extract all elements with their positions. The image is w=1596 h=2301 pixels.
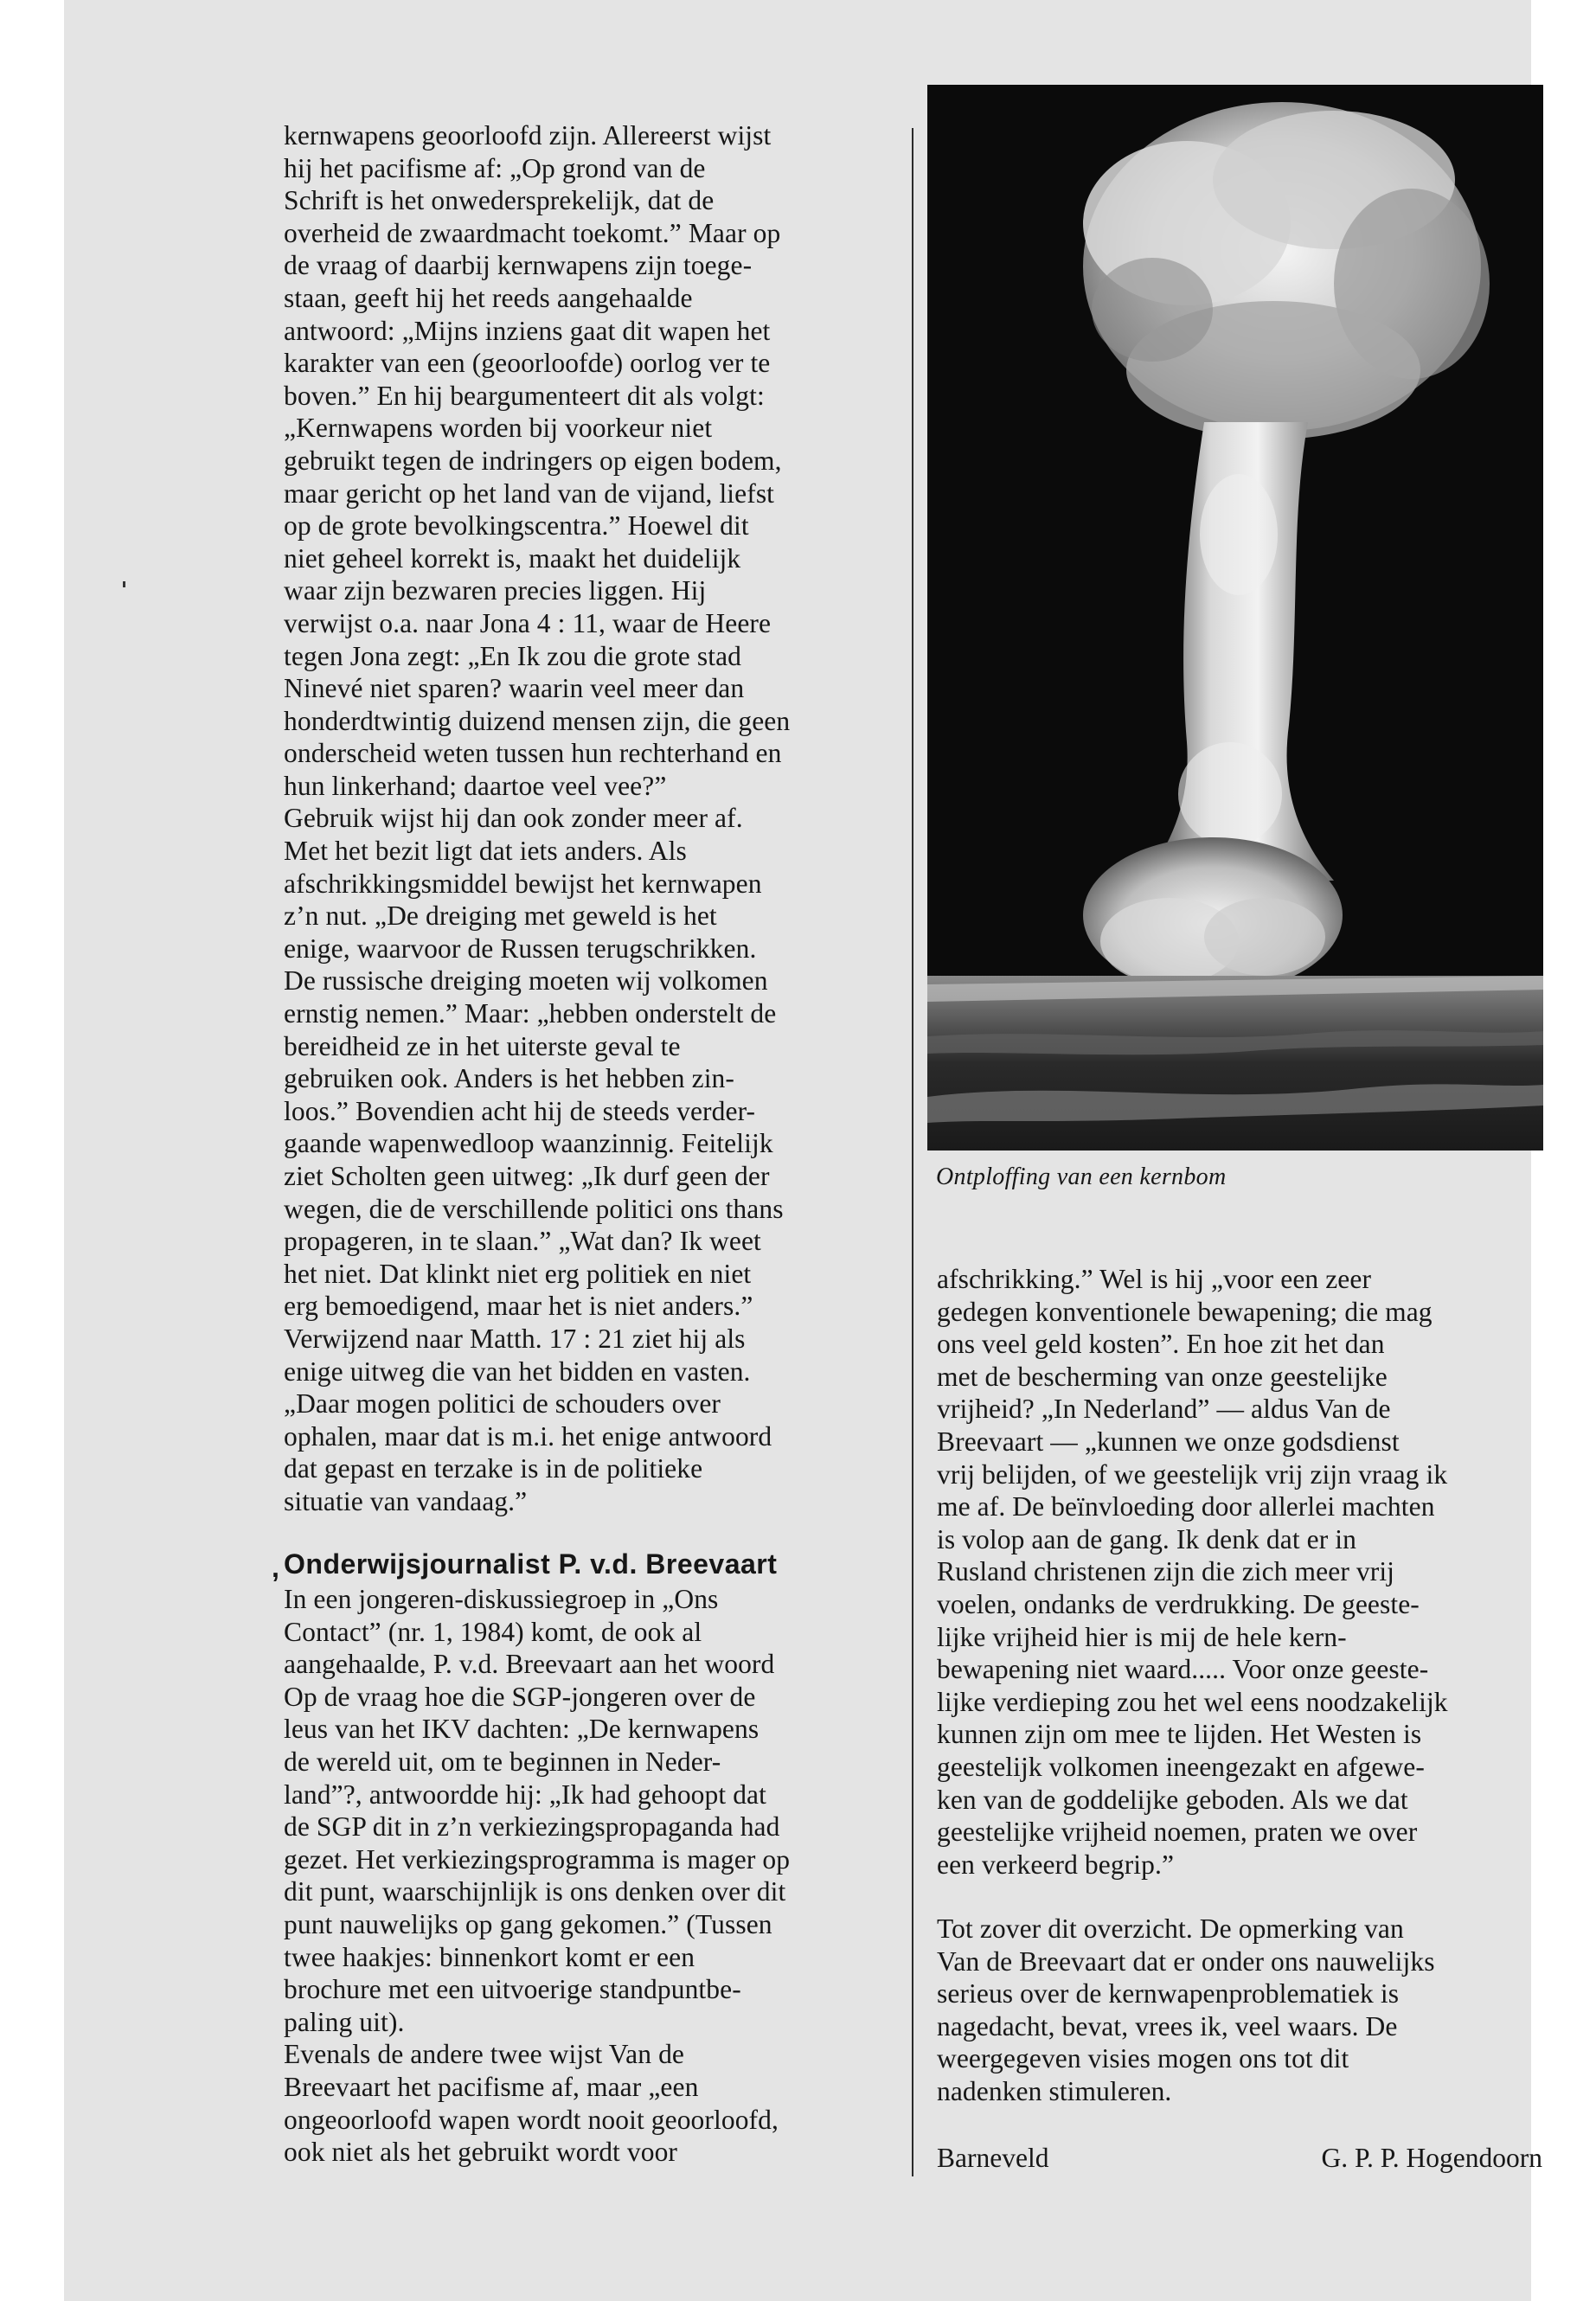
base-surge-cloud — [1083, 837, 1343, 993]
text-line: loos.” Bovendien acht hij de steeds verder- — [284, 1095, 756, 1126]
text-line: me af. De beïnvloeding door allerlei machten — [937, 1491, 1435, 1522]
text-line: dat gepast en terzake is in de politieke — [284, 1453, 703, 1484]
text-line: vrij belijden, of we geestelijk vrij zijn vraag ik — [937, 1458, 1448, 1490]
text-line: ziet Scholten geen uitweg: „Ik durf geen der — [284, 1161, 770, 1191]
section-heading: , Onderwijsjournalist P. v.d. Breevaart — [272, 1548, 778, 1583]
text-line: kunnen zijn om mee te lijden. Het Westen is — [937, 1719, 1422, 1750]
text-line: op de grote bevolkingscentra.” Hoewel dit — [284, 510, 749, 542]
text-line: lijke verdieping zou het wel eens noodzakelijk — [937, 1686, 1448, 1717]
text-line: ken van de goddelijke geboden. Als we dat — [937, 1784, 1408, 1815]
text-line: wegen, die de verschillende politici ons thans — [284, 1193, 784, 1224]
photo-caption: Ontploffing van een kernbom — [936, 1163, 1227, 1190]
text-line: „Kernwapens worden bij voorkeur niet — [284, 413, 713, 444]
text-line: Van de Breevaart dat er onder ons nauwelijks — [937, 1945, 1435, 1977]
text-line: boven.” En hij beargumenteert dit als volgt: — [284, 380, 765, 411]
text-line: Breevaart het pacifisme af, maar „een — [284, 2071, 699, 2102]
text-line: gedegen konventionele bewapening; die mag — [937, 1296, 1433, 1327]
text-line: lijke vrijheid hier is mij de hele kern- — [937, 1621, 1347, 1652]
text-line: ophalen, maar dat is m.i. het enige antwoord — [284, 1420, 772, 1452]
signature-place: Barneveld — [937, 2143, 1049, 2173]
closing-paragraph — [937, 1913, 1560, 2108]
text-line: gezet. Het verkiezingsprogramma is mager op — [284, 1843, 791, 1875]
text-line: ernstig nemen.” Maar: „hebben onderstelt de — [284, 998, 777, 1029]
text-line: Schrift is het onwedersprekelijk, dat de — [284, 185, 715, 216]
text-line: gebruiken ook. Anders is het hebben zin- — [284, 1063, 734, 1094]
text-line: de SGP dit in z’n verkiezingspropaganda had — [284, 1811, 780, 1843]
text-line: In een jongeren-diskussiegroep in „Ons — [284, 1584, 719, 1614]
text-line: dit punt, waarschijnlijk is ons denken over dit — [284, 1876, 786, 1907]
text-line: antwoord: „Mijns inziens gaat dit wapen het — [284, 315, 771, 346]
text-line: verwijst o.a. naar Jona 4 : 11, waar de Heere — [284, 607, 772, 638]
text-line: kernwapens geoorloofd zijn. Allereerst wijst — [284, 120, 772, 151]
text-line: het niet. Dat klinkt niet erg politiek en niet — [284, 1258, 752, 1289]
text-line: serieus over de kernwapenproblematiek is — [937, 1978, 1400, 2009]
text-line: gaande wapenwedloop waanzinnig. Feitelijk — [284, 1128, 773, 1159]
left-column-continued — [284, 1583, 924, 2169]
left-column — [284, 119, 924, 1518]
text-line: situatie van vandaag.” — [284, 1485, 528, 1516]
text-line: waar zijn bezwaren precies liggen. Hij — [284, 575, 707, 606]
text-line: nadenken stimuleren. — [937, 2075, 1172, 2106]
text-line: brochure met een uitvoerige standpuntbe- — [284, 1974, 741, 2005]
text-line: staan, geeft hij het reeds aangehaalde — [284, 282, 693, 313]
text-line: paling uit). — [284, 2006, 405, 2037]
text-line: De russische dreiging moeten wij volkomen — [284, 965, 768, 997]
text-line: een verkeerd begrip.” — [937, 1849, 1175, 1880]
print-speck — [123, 581, 125, 587]
text-line: propageren, in te slaan.” „Wat dan? Ik weet — [284, 1226, 761, 1257]
text-line: afschrikkingsmiddel bewijst het kernwapen — [284, 868, 762, 899]
text-line: enige uitweg die van het bidden en vasten. — [284, 1356, 751, 1387]
text-line: is volop aan de gang. Ik denk dat er in — [937, 1523, 1357, 1554]
text-line: ons veel geld kosten”. En hoe zit het dan — [937, 1329, 1385, 1360]
text-line: geestelijke vrijheid noemen, praten we over — [937, 1817, 1418, 1848]
text-line: honderdtwintig duizend mensen zijn, die geen — [284, 705, 791, 736]
sea-surface — [927, 976, 1543, 1150]
text-line: punt nauwelijks op gang gekomen.” (Tussen — [284, 1908, 772, 1939]
right-column — [937, 1263, 1560, 1881]
text-line: maar gericht op het land van de vijand, liefst — [284, 478, 775, 509]
text-line: erg bemoedigend, maar het is niet anders.” — [284, 1291, 753, 1322]
text-line: Met het bezit ligt dat iets anders. Als — [284, 836, 687, 867]
text-line: gebruikt tegen de indringers op eigen bodem, — [284, 445, 782, 476]
text-line: aangehaalde, P. v.d. Breevaart aan het woord — [284, 1649, 775, 1680]
text-line: niet geheel korrekt is, maakt het duidelijk — [284, 542, 741, 574]
text-line: tegen Jona zegt: „En Ik zou die grote stad — [284, 640, 742, 671]
text-line: leus van het IKV dachten: „De kernwapens — [284, 1714, 760, 1745]
text-line: weergegeven visies mogen ons tot dit — [937, 2043, 1349, 2074]
text-line: twee haakjes: binnenkort komt er een — [284, 1941, 695, 1972]
text-line: Breevaart — „kunnen we onze godsdienst — [937, 1426, 1400, 1457]
text-line: Verwijzend naar Matth. 17 : 21 ziet hij als — [284, 1323, 746, 1354]
text-line: de vraag of daarbij kernwapens zijn toege- — [284, 250, 753, 281]
signature-author: G. P. P. Hogendoorn — [1321, 2143, 1542, 2173]
text-line: overheid de zwaardmacht toekomt.” Maar op — [284, 217, 781, 248]
text-line: hij het pacifisme af: „Op grond van de — [284, 152, 706, 183]
text-line: enige, waarvoor de Russen terugschrikken. — [284, 933, 757, 964]
text-line: Rusland christenen zijn die zich meer vrij — [937, 1556, 1395, 1587]
text-line: onderscheid weten tussen hun rechterhand en — [284, 738, 782, 769]
text-line: vrijheid? „In Nederland” — aldus Van de — [937, 1394, 1391, 1425]
text-line: „Daar mogen politici de schouders over — [284, 1388, 721, 1420]
text-line: land”?, antwoordde hij: „Ik had gehoopt dat — [284, 1779, 766, 1810]
text-line: nagedacht, bevat, vrees ik, veel waars. De — [937, 2010, 1398, 2041]
text-line: voelen, ondanks de verdrukking. De geeste- — [937, 1588, 1420, 1619]
text-line: bewapening niet waard..... Voor onze geeste- — [937, 1654, 1429, 1685]
text-line: Evenals de andere twee wijst Van de — [284, 2039, 685, 2070]
text-line: z’n nut. „De dreiging met geweld is het — [284, 901, 717, 932]
text-line: ook niet als het gebruikt wordt voor — [284, 2137, 678, 2168]
column-divider — [912, 128, 913, 2176]
text-line: ongeoorloofd wapen wordt nooit geoorloofd, — [284, 2104, 779, 2135]
text-line: Contact” (nr. 1, 1984) komt, de ook al — [284, 1616, 702, 1647]
text-line: Op de vraag hoe die SGP-jongeren over de — [284, 1681, 756, 1712]
text-line: geestelijk volkomen ineengezakt en afgewe- — [937, 1751, 1425, 1782]
text-line: bereidheid ze in het uiterste geval te — [284, 1030, 681, 1061]
text-line: hun linkerhand; daartoe veel vee?” — [284, 770, 667, 801]
text-line: de wereld uit, om te beginnen in Neder- — [284, 1746, 721, 1777]
magazine-page — [64, 0, 1542, 2301]
nuclear-explosion-photo — [927, 85, 1543, 1150]
text-line: Gebruik wijst hij dan ook zonder meer af. — [284, 803, 743, 834]
text-line: Tot zover dit overzicht. De opmerking van — [937, 1913, 1404, 1944]
text-line: Ninevé niet sparen? waarin veel meer dan — [284, 673, 745, 704]
text-line: afschrikking.” Wel is hij „voor een zeer — [937, 1264, 1372, 1294]
text-line: karakter van een (geoorloofde) oorlog ver te — [284, 348, 771, 379]
text-line: met de bescherming van onze geestelijke — [937, 1361, 1388, 1392]
